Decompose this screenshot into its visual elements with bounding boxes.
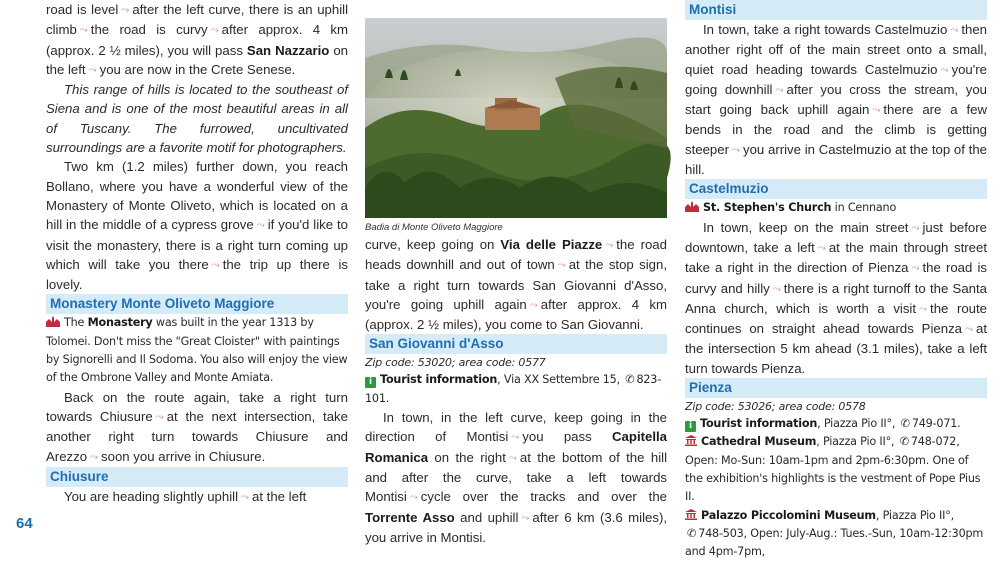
route-arrow-icon: ⤳ [211,259,220,271]
zip-code-pienza: Zip code: 53026; area code: 0578 [685,400,866,414]
info-icon: i [685,421,696,432]
phone-icon: ✆ [687,526,697,540]
route-arrow-icon: ⤳ [775,84,784,96]
route-arrow-icon: ⤳ [557,260,566,272]
text-column-2 [365,0,668,545]
church-info-castelmuzio: St. Stephen's Church in Cennano [685,199,987,217]
route-arrow-icon: ⤳ [965,324,973,336]
paragraph-castelmuzio: In town, keep on the main street ⤳ just before downtown, take a left ⤳ at the main through street take a right in the direction of Pienza ⤳ the road is curvy and hilly ⤳ there is a right turnoff to the Santa Anna church, which is worth a visit ⤳ the route continues on straight ahead towards Pienza ⤳ at the intersection 5 km ahead (3.1 miles), take a left turn towards Pienza. [685,219,988,376]
route-arrow-icon: ⤳ [511,432,520,444]
palazzo-museum-info: Palazzo Piccolomini Museum, Piazza Pio II°, ✆ 748-503, Open: July-Aug.: Tues.-Sun, 10am-12:30pm and 4pm-7pm, [685,508,984,559]
phone-icon: ✆ [899,435,909,449]
monastery-photo [365,18,667,218]
section-heading-castelmuzio: Castelmuzio [685,179,987,199]
route-arrow-icon: ⤳ [521,512,530,524]
museum-icon [685,508,697,519]
route-arrow-icon: ⤳ [872,105,881,117]
paragraph-bollano: Two km (1.2 miles) further down, you reach Bollano, where you have a wonderful view of the Monastery of Monte Oliveto, which is located on a hill in the middle of a cypress grove ⤳ if you'd like to visit the monastery, there is a right turn coming up which will take you there ⤳ the trip up there is lovely. [46,159,348,293]
section-heading-chiusure: Chiusure [46,467,348,487]
page-number: 64 [16,515,33,532]
section-heading-monastery: Monastery Monte Oliveto Maggiore [46,294,348,314]
route-arrow-icon: ⤳ [409,492,418,504]
route-arrow-icon: ⤳ [529,299,538,311]
route-arrow-icon: ⤳ [772,283,781,295]
photo-caption: Badia di Monte Oliveto Maggiore [365,222,503,233]
section-heading-san-giovanni: San Giovanni d'Asso [365,334,667,354]
text-column-3 [685,0,988,559]
paragraph-road-level: road is level ⤳ after the left curve, there is an uphill climb ⤳ the road is curvy ⤳ after approx. 4 km (approx. 2 ½ miles), you will pass San Nazzario on the left ⤳ you are now in the Crete Senese. [46,2,348,77]
tourist-info-pienza: i Tourist information, Piazza Pio II°, ✆ 749-071. [685,415,987,433]
route-arrow-icon: ⤳ [817,242,826,254]
info-icon: i [365,377,376,388]
paragraph-montisi: In town, take a right towards Castelmuzio ⤳ then another right off of the main street onto a small, quiet road heading towards Castelmuzio ⤳ you're going downhill ⤳ after you cross the stream, you start going back uphill again ⤳ there are a few bends in the road and the climb is getting steeper ⤳ you arrive in Castelmuzio at the top of the hill. [685,22,987,178]
route-arrow-icon: ⤳ [605,240,614,251]
monastery-info: The Monastery was built in the year 1313 by Tolomei. Don't miss the "Great Cloister" with paintings by Signorelli and Il Sodoma. You also will enjoy the view of the Ombrone Valley and Monte Amiata. [46,316,348,385]
section-heading-montisi: Montisi [685,0,987,20]
route-arrow-icon: ⤳ [90,451,99,463]
church-icon [46,315,60,326]
paragraph-chiusure: You are heading slightly uphill ⤳ at the left [64,488,307,504]
route-arrow-icon: ⤳ [256,220,265,232]
route-arrow-icon: ⤳ [121,5,130,16]
phone-icon: ✆ [625,373,635,387]
route-arrow-icon: ⤳ [155,411,164,423]
route-arrow-icon: ⤳ [940,64,949,76]
section-heading-pienza: Pienza [685,378,987,398]
paragraph-via-delle-piazze: curve, keep going on Via delle Piazze ⤳ the road heads downhill and out of town ⤳ at the stop sign, take a right turn towards San Giovanni d'Asso, you're going uphill again ⤳ after approx. 4 km (approx. 2 ½ miles), you come to San Giovanni. [365,237,668,333]
route-arrow-icon: ⤳ [732,144,740,156]
museum-icon [685,434,697,445]
paragraph-back-on-route: Back on the route again, take a right turn towards Chiusure ⤳ at the next intersection, take another right turn towards Chiusure and Arezzo ⤳ soon you arrive in Chiusure. [46,389,348,464]
tourist-info-san-giovanni: i Tourist information, Via XX Settembre 15, ✆ 823-101. [365,373,662,405]
cathedral-museum-info: Cathedral Museum, Piazza Pio II°, ✆ 748-072, Open: Mo-Sun: 10am-1pm and 2pm-6:30pm. One of the exhibition's highlights is the vestment of Pope Pius II. [685,435,981,504]
route-arrow-icon: ⤳ [210,25,219,37]
route-arrow-icon: ⤳ [508,452,517,464]
zip-code-san-giovanni: Zip code: 53020; area code: 0577 [365,356,546,370]
route-arrow-icon: ⤳ [919,303,928,315]
route-arrow-icon: ⤳ [911,222,920,234]
route-arrow-icon: ⤳ [241,491,250,503]
text-column-1 [46,0,348,541]
route-arrow-icon: ⤳ [911,263,920,275]
paragraph-crete-senese: This range of hills is located to the southeast of Siena and is one of the most beautiful areas in all of Tuscany. The furrowed, uncultivated surroundings are a favorite motif for photographers. [46,82,348,156]
route-arrow-icon: ⤳ [950,25,959,36]
route-arrow-icon: ⤳ [79,25,88,37]
paragraph-montisi-direction: In town, in the left curve, keep going in the direction of Montisi ⤳ you pass Capitella Romanica on the right ⤳ at the bottom of the hill and after the curve, take a left towards Montisi ⤳ cycle over the tracks and over the Torrente Asso and uphill ⤳ after 6 km (3.6 miles), you arrive in Montisi. [365,410,668,545]
church-icon [685,200,699,211]
route-arrow-icon: ⤳ [88,64,97,76]
phone-icon: ✆ [900,417,910,431]
